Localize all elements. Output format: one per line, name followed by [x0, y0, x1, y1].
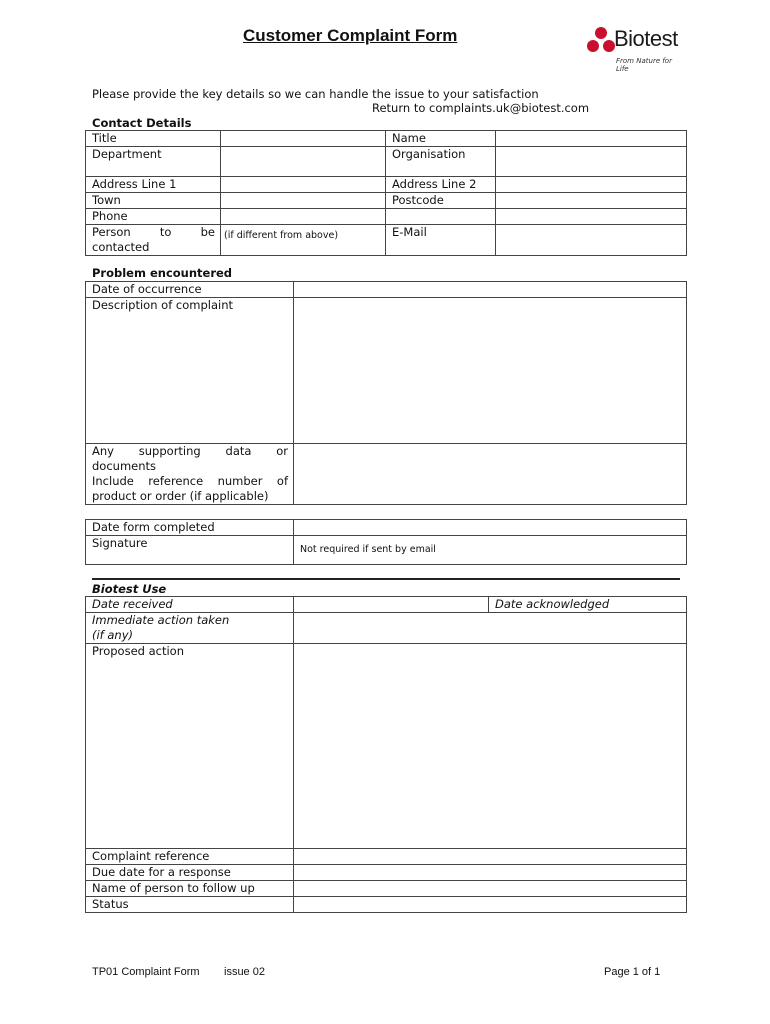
- date-received-field[interactable]: [294, 597, 489, 613]
- footer-doc: TP01 Complaint Form: [92, 966, 200, 978]
- proposed-action-field[interactable]: [294, 644, 687, 849]
- department-label: Department: [86, 147, 221, 177]
- biotest-use-table: [85, 596, 687, 913]
- title-label: Title: [86, 131, 221, 147]
- biotest-logo: [586, 24, 686, 73]
- signature-field[interactable]: [294, 536, 687, 565]
- supporting-field[interactable]: [294, 444, 687, 505]
- intro-text: Please provide the key details so we can handle the issue to your satisfaction: [92, 87, 539, 101]
- proposed-action-label: Proposed action: [86, 644, 294, 849]
- biotest-use-heading: Biotest Use: [92, 582, 167, 596]
- due-date-field[interactable]: [294, 865, 687, 881]
- follow-up-label: Name of person to follow up: [86, 881, 294, 897]
- return-address: Return to complaints.uk@biotest.com: [372, 101, 590, 115]
- follow-up-field[interactable]: [294, 881, 687, 897]
- problem-table: [85, 281, 687, 505]
- signature-label: Signature: [86, 536, 294, 565]
- department-field[interactable]: [221, 147, 386, 177]
- town-label: Town: [86, 193, 221, 209]
- organisation-label: Organisation: [386, 147, 496, 177]
- form-title: Customer Complaint Form: [243, 26, 458, 45]
- complaint-reference-label: Complaint reference: [86, 849, 294, 865]
- status-field[interactable]: [294, 897, 687, 913]
- if-any-text: (if any): [92, 628, 134, 642]
- address2-label: Address Line 2: [386, 177, 496, 193]
- name-label: Name: [386, 131, 496, 147]
- description-field[interactable]: [294, 298, 687, 444]
- completion-table: [85, 519, 687, 565]
- email-field[interactable]: [496, 225, 687, 256]
- phone-label: Phone: [86, 209, 221, 225]
- town-field[interactable]: [221, 193, 386, 209]
- complaint-reference-field[interactable]: [294, 849, 687, 865]
- signature-note: Not required if sent by email: [300, 544, 436, 555]
- logo-mark-icon: [586, 26, 616, 56]
- address1-field[interactable]: [221, 177, 386, 193]
- section-divider: [92, 578, 680, 580]
- person-label: Person to be contacted: [86, 225, 221, 256]
- logo-tagline: From Nature for Life: [616, 57, 672, 73]
- date-received-label: Date received: [86, 597, 294, 613]
- phone-field[interactable]: [221, 209, 386, 225]
- reference-text: Include reference number of product or order (if applicable): [92, 474, 288, 503]
- footer-issue: issue 02: [224, 966, 265, 978]
- date-acknowledged-label[interactable]: Date acknowledged: [489, 597, 687, 613]
- date-occurrence-field[interactable]: [294, 282, 687, 298]
- logo-word: Biotest: [614, 26, 678, 51]
- supporting-label: [86, 444, 294, 505]
- date-completed-label: Date form completed: [86, 520, 294, 536]
- postcode-label: Postcode: [386, 193, 496, 209]
- if-different-note: (if different from above): [224, 230, 339, 241]
- description-label: Description of complaint: [86, 298, 294, 444]
- date-completed-field[interactable]: [294, 520, 687, 536]
- immediate-action-label: [86, 613, 294, 644]
- due-date-label: Due date for a response: [86, 865, 294, 881]
- problem-heading: Problem encountered: [92, 266, 233, 280]
- address1-label: Address Line 1: [86, 177, 221, 193]
- address2-field[interactable]: [496, 177, 687, 193]
- postcode-field[interactable]: [496, 193, 687, 209]
- contact-table: [85, 130, 687, 256]
- email-label: E-Mail: [386, 225, 496, 256]
- contact-heading: Contact Details: [92, 116, 192, 130]
- date-occurrence-label: Date of occurrence: [86, 282, 294, 298]
- name-field[interactable]: [496, 131, 687, 147]
- immediate-action-text: Immediate action taken: [92, 613, 230, 627]
- title-field[interactable]: [221, 131, 386, 147]
- footer-page: Page 1 of 1: [604, 966, 661, 978]
- immediate-action-field[interactable]: [294, 613, 687, 644]
- organisation-field[interactable]: [496, 147, 687, 177]
- person-field[interactable]: [221, 225, 386, 256]
- supporting-text: Any supporting data or documents: [92, 444, 288, 473]
- status-label: Status: [86, 897, 294, 913]
